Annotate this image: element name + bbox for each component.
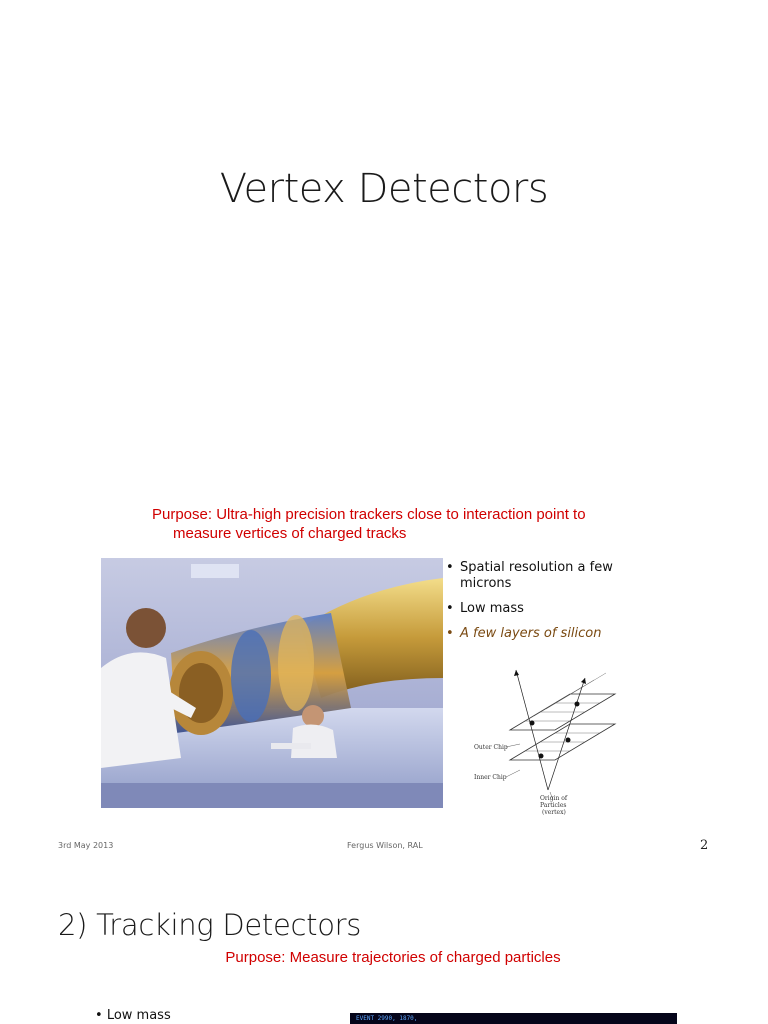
footer-date: 3rd May 2013 bbox=[58, 841, 114, 850]
slide2-title: 2) Tracking Detectors bbox=[58, 908, 362, 942]
purpose-text bbox=[152, 505, 632, 543]
event-display-image bbox=[350, 1013, 677, 1024]
event-display-text: EVENT 2990, 1870, bbox=[356, 1015, 418, 1022]
detector-photo bbox=[101, 558, 443, 808]
slide2-purpose: Purpose: Measure trajectories of charged particles bbox=[225, 949, 561, 966]
bullet-silicon-layers: • A few layers of silicon bbox=[446, 626, 636, 642]
bullet-spatial-resolution: • Spatial resolution a few microns bbox=[446, 560, 636, 592]
feature-bullets bbox=[446, 560, 636, 651]
slide2-bullet-low-mass: • Low mass bbox=[95, 1008, 171, 1023]
inner-chip-label: Inner Chip bbox=[474, 774, 507, 781]
footer-author: Fergus Wilson, RAL bbox=[347, 841, 423, 850]
purpose-line-2: measure vertices of charged tracks bbox=[173, 525, 407, 542]
silicon-layers-diagram bbox=[470, 660, 620, 820]
slide2-bullet-text: Low mass bbox=[106, 1008, 171, 1023]
origin-label-3: (vertex) bbox=[542, 809, 566, 816]
page-number: 2 bbox=[700, 838, 709, 853]
origin-label-1: Origin of bbox=[540, 795, 568, 802]
origin-label-2: Particles bbox=[540, 802, 567, 809]
bullet-low-mass: • Low mass bbox=[446, 601, 636, 617]
purpose-line-1: Purpose: Ultra-high precision trackers close to interaction point to bbox=[152, 506, 586, 523]
slide-title: Vertex Detectors bbox=[219, 166, 549, 212]
outer-chip-label: Outer Chip bbox=[474, 744, 508, 751]
